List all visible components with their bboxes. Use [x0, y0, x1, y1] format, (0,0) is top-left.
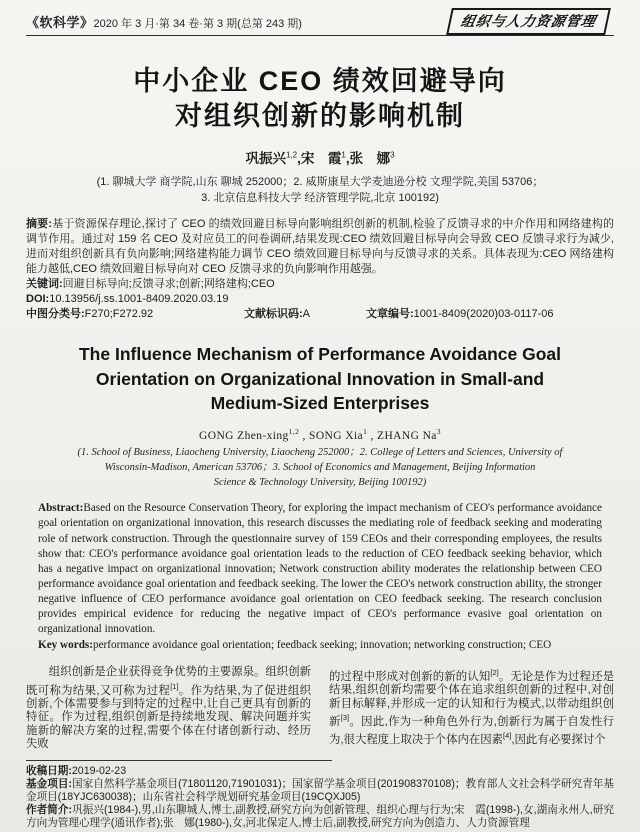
journal-name: 《软科学》 [26, 14, 94, 30]
article-id-label: 文章编号: [366, 308, 414, 320]
header-rule [26, 35, 614, 36]
article-id-value: 1001-8409(2020)03-0117-06 [413, 308, 554, 320]
article-title-en-line3: Medium-Sized Enterprises [210, 393, 430, 413]
keywords-en-text: performance avoidance goal orientation; feedback seeking; innovation; networking construction; CEO [93, 639, 552, 652]
funding-line [26, 778, 614, 804]
page-header [26, 8, 614, 34]
received-date-label: 收稿日期: [26, 764, 72, 777]
abstract-cn-block [26, 217, 614, 322]
keywords-cn [26, 277, 614, 292]
clc-number [26, 307, 244, 322]
issue-info: 2020 年 3 月·第 34 卷·第 3 期(总第 243 期) [93, 17, 302, 30]
doi-line [26, 292, 614, 307]
authors-en: GONG Zhen-xing$^{1,2}$ , SONG Xia$^1$ , ZHANG Na$^3$ [199, 426, 441, 442]
received-date-line [26, 765, 614, 778]
keywords-cn-label: 关键词: [26, 278, 63, 290]
doc-code [244, 307, 366, 322]
article-id [366, 307, 554, 322]
doi-text: 10.13956/j.ss.1001-8409.2020.03.19 [49, 293, 229, 305]
doi-label: DOI: [26, 293, 50, 305]
section-category-label: 组织与人力资源管理 [459, 12, 598, 29]
article-title-en [26, 342, 614, 416]
clc-label: 中图分类号: [26, 308, 85, 320]
article-title-en-line2: Orientation on Organizational Innovation in Small-and [95, 368, 545, 389]
affiliations-cn [26, 174, 614, 206]
abstract-cn-text: 基于资源保存理论,探讨了 CEO 的绩效回避目标导向影响组织创新的机制,检验了反馈寻求的中介作用和网络建构的调节作用。通过对 159 名 CEO 及对应员工的问卷调研,结果发现:CEO 绩效回避目标导向会导致 CEO 反馈寻求行为减少,进而对组织创新具有负向影响;网络建构能力调节 CEO 绩效回避目标导向与反馈寻求的关系。具体表现为:CEO 网络建构能力越低,CEO 绩效回避目标导向对 CEO 反馈寻求的负向影响作用越强。 [26, 218, 614, 275]
funding-value: 国家自然科学基金项目(71801120,71901031)；国家留学基金项目(201908370108)；教育部人文社会科学研究青年基金项目(18YJC630038)；山东省社会科学规划研究基金项目(19CQXJ05) [26, 777, 615, 803]
doc-code-label: 文献标识码: [244, 308, 303, 320]
article-title-cn [26, 64, 614, 134]
keywords-cn-text: 回避目标导向;反馈寻求;创新;网络建构;CEO [62, 278, 275, 290]
author-bio-line [26, 804, 614, 830]
doc-code-value: A [302, 308, 311, 320]
affiliation-cn-line1: (1. 聊城大学 商学院,山东 聊城 252000；2. 威斯康星大学麦迪逊分校 文理学院,美国 53706； [96, 176, 544, 188]
abstract-en [38, 501, 602, 637]
article-title-cn-line2: 对组织创新的影响机制 [175, 101, 465, 131]
footnote-rule [26, 760, 332, 761]
abstract-en-label: Abstract: [38, 502, 84, 515]
author-bio-label: 作者简介: [26, 804, 73, 817]
affiliation-en-line2: Wisconsin-Madison, American 53706；3. School of Economics and Management, Beijing Information [104, 462, 536, 474]
classification-row [26, 307, 614, 322]
keywords-en-label: Key words: [38, 639, 93, 652]
affiliation-en-line3: Science & Technology University, Beijing 100192) [213, 477, 427, 489]
footnotes [26, 765, 614, 831]
abstract-cn [26, 217, 614, 277]
body-column-right: 的过程中形成对创新的新的认知[2]。无论是作为过程还是结果,组织创新均需要个体在追求组织创新的过程中,对创新目标解释,并形成一定的认知和行为模式,以带动组织创新[3]。因此,作为一种角色外行为,创新行为属于自发性行为,很大程度上取决于个体内在因素[4],因此有必要探讨个 [329, 668, 614, 747]
affiliation-en-line1: (1. School of Business, Liaocheng University, Liaocheng 252000；2. College of Letters and Sciences, University of [77, 447, 563, 459]
section-category-box [446, 8, 611, 35]
clc-value: F270;F272.92 [84, 308, 154, 320]
keywords-en [38, 638, 602, 653]
journal-issue-info [26, 12, 302, 31]
abstract-en-text: Based on the Resource Conservation Theory, for exploring the impact mechanism of CEO's performance avoidance goal orientation on organizational innovation, this research discusses the mediating role of feedback seeking and moderating role of network construction. Through the questionnaire survey of 159 CEOs and their corresponding employees, the results show that: CEO's performance avoidance goal orientation leads to the reduction of CEO feedback seeking behavior, which has a negative impact on organizational innovation; Network construction ability moderates the relationship between CEO performance avoidance goal orientation and feedback seeking. The lower the CEO's network construction ability, the stronger negative influence of CEO performance avoidance goal orientation on CEO feedback seeking. The research conclusion provides empirical evidence for reducing the negative impact of CEO's performance evasive goal orientation on organizational innovation. [38, 502, 602, 636]
affiliation-cn-line2: 3. 北京信息科技大学 经济管理学院,北京 100192) [201, 192, 439, 204]
abstract-cn-label: 摘要: [26, 218, 53, 230]
author-bio-value: 巩振兴(1984-),男,山东聊城人,博士,副教授,研究方向为创新管理、组织心理与行为;宋 霞(1998-),女,湖南永州人,研究方向为管理心理学(通讯作者);张 娜(1980-),女,河北保定人,博士后,副教授,研究方向为创造力、人力资源管理 [26, 804, 614, 830]
body-column-left: 组织创新是企业获得竞争优势的主要源泉。组织创新既可称为结果,又可称为过程[1]。作为结果,为了促进组织创新,个体需要参与到特定的过程中,让自己更具有创新的特征。作为过程,组织创新是持续地发现、解决问题并实施新的解决方案的过程,需要个体在付诸创新行动、经历失败 [26, 666, 311, 751]
funding-label: 基金项目: [26, 777, 72, 790]
authors-cn: 巩振兴$^{1,2}$,宋 霞$^1$,张 娜$^3$ [245, 150, 395, 166]
affiliations-en [26, 445, 614, 490]
received-date-value: 2019-02-23 [71, 764, 127, 777]
body-columns [26, 666, 614, 751]
article-title-en-line1: The Influence Mechanism of Performance Avoidance Goal [78, 344, 562, 364]
article-title-cn-line1: 中小企业 CEO 绩效回避导向 [133, 66, 507, 96]
